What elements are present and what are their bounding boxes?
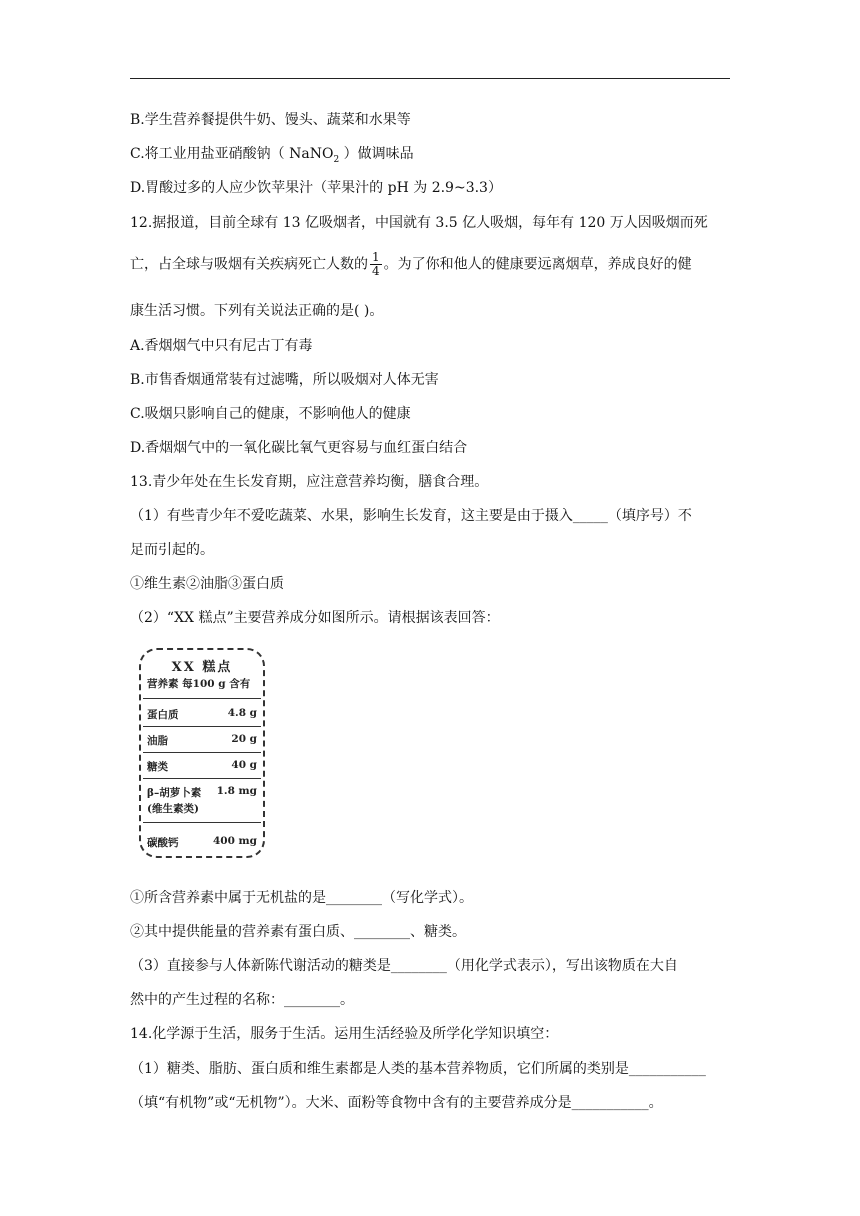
q12-line-2 (130, 251, 732, 278)
q13-part1-line2: 足而引起的。 (130, 542, 214, 558)
label-row-carotene (143, 778, 261, 823)
q13-part3-line1: （3）直接参与人体新陈代谢活动的糖类是________（用化学式表示），写出该物质在大自 (130, 958, 678, 974)
label-row-sugar (143, 752, 261, 779)
q12-option-d: D.香烟烟气中的一氧化碳比氧气更容易与血红蛋白结合 (130, 440, 468, 456)
q13-part3-line2: 然中的产生过程的名称：________。 (130, 992, 354, 1008)
q12-line-2-end: 。为了你和他人的健康要远离烟草，养成良好的健 (383, 256, 692, 273)
fraction-numerator: 1 (372, 250, 380, 264)
subscript-2: 2 (333, 154, 340, 165)
header-rule (130, 78, 730, 79)
row-name: 糖类 (147, 761, 168, 773)
label-header: 营养素 每100 g 含有 (147, 678, 251, 690)
label-row-protein (143, 698, 261, 727)
q13-options: ①维生素②油脂③蛋白质 (130, 576, 284, 592)
option-b-line: B.学生营养餐提供牛奶、馒头、蔬菜和水果等 (130, 112, 411, 128)
q14-stem: 14.化学源于生活，服务于生活。运用生活经验及所学化学知识填空： (130, 1026, 559, 1042)
nutrition-label-card (139, 648, 265, 858)
q12-option-b: B.市售香烟通常装有过滤嘴，所以吸烟对人体无害 (130, 372, 439, 388)
row-name: 油脂 (147, 735, 168, 747)
row-value: 4.8 g (227, 707, 257, 719)
row-value: 1.8 mg (216, 785, 257, 797)
q14-part1-line2: （填“有机物”或“无机物”）。大米、面粉等食物中含有的主要营养成分是___________。 (130, 1095, 663, 1111)
q13-part1-line1: （1）有些青少年不爱吃蔬菜、水果，影响生长发育，这主要是由于摄入_____（填序号）不 (130, 508, 692, 524)
fraction-one-quarter (370, 251, 382, 278)
row-value: 20 g (231, 733, 257, 745)
option-c-line (130, 144, 732, 170)
row-name: 碳酸钙 (147, 837, 179, 849)
q12-line-3: 康生活习惯。下列有关说法正确的是( )。 (130, 303, 384, 319)
q12-option-c: C.吸烟只影响自己的健康，不影响他人的健康 (130, 406, 411, 422)
option-d-line: D.胃酸过多的人应少饮苹果汁（苹果汁的 pH 为 2.9~3.3） (130, 180, 502, 196)
option-c-text: C.将工业用盐亚硝酸钠（ NaNO (130, 146, 334, 162)
q13-part2-b: ②其中提供能量的营养素有蛋白质、________、糖类。 (130, 924, 466, 940)
q13-part2: （2）“XX 糕点”主要营养成分如图所示。请根据该表回答： (130, 610, 500, 626)
label-row-fat (143, 726, 261, 753)
label-row-calcium (143, 822, 261, 853)
row-value: 40 g (231, 759, 257, 771)
row-name-2: (维生素类) (147, 803, 199, 815)
q12-line-1: 12.据报道，目前全球有 13 亿吸烟者，中国就有 3.5 亿人吸烟，每年有 120 万人因吸烟而死 (130, 215, 708, 231)
row-name: 蛋白质 (147, 709, 179, 721)
q12-option-a: A.香烟烟气中只有尼古丁有毒 (130, 338, 313, 354)
fraction-denominator: 4 (372, 264, 380, 278)
row-name: β–胡萝卜素 (147, 787, 202, 799)
q12-line-2-start: 亡，占全球与吸烟有关疾病死亡人数的 (130, 256, 368, 273)
q14-part1-line1: （1）糖类、脂肪、蛋白质和维生素都是人类的基本营养物质，它们所属的类别是___________ (130, 1061, 706, 1077)
label-title: XX 糕点 (171, 660, 233, 675)
row-value: 400 mg (212, 835, 257, 847)
q13-part2-a: ①所含营养素中属于无机盐的是________（写化学式）。 (130, 890, 473, 906)
option-c-text-end: ）做调味品 (339, 146, 414, 162)
q13-stem: 13.青少年处在生长发育期，应注意营养均衡，膳食合理。 (130, 474, 489, 490)
